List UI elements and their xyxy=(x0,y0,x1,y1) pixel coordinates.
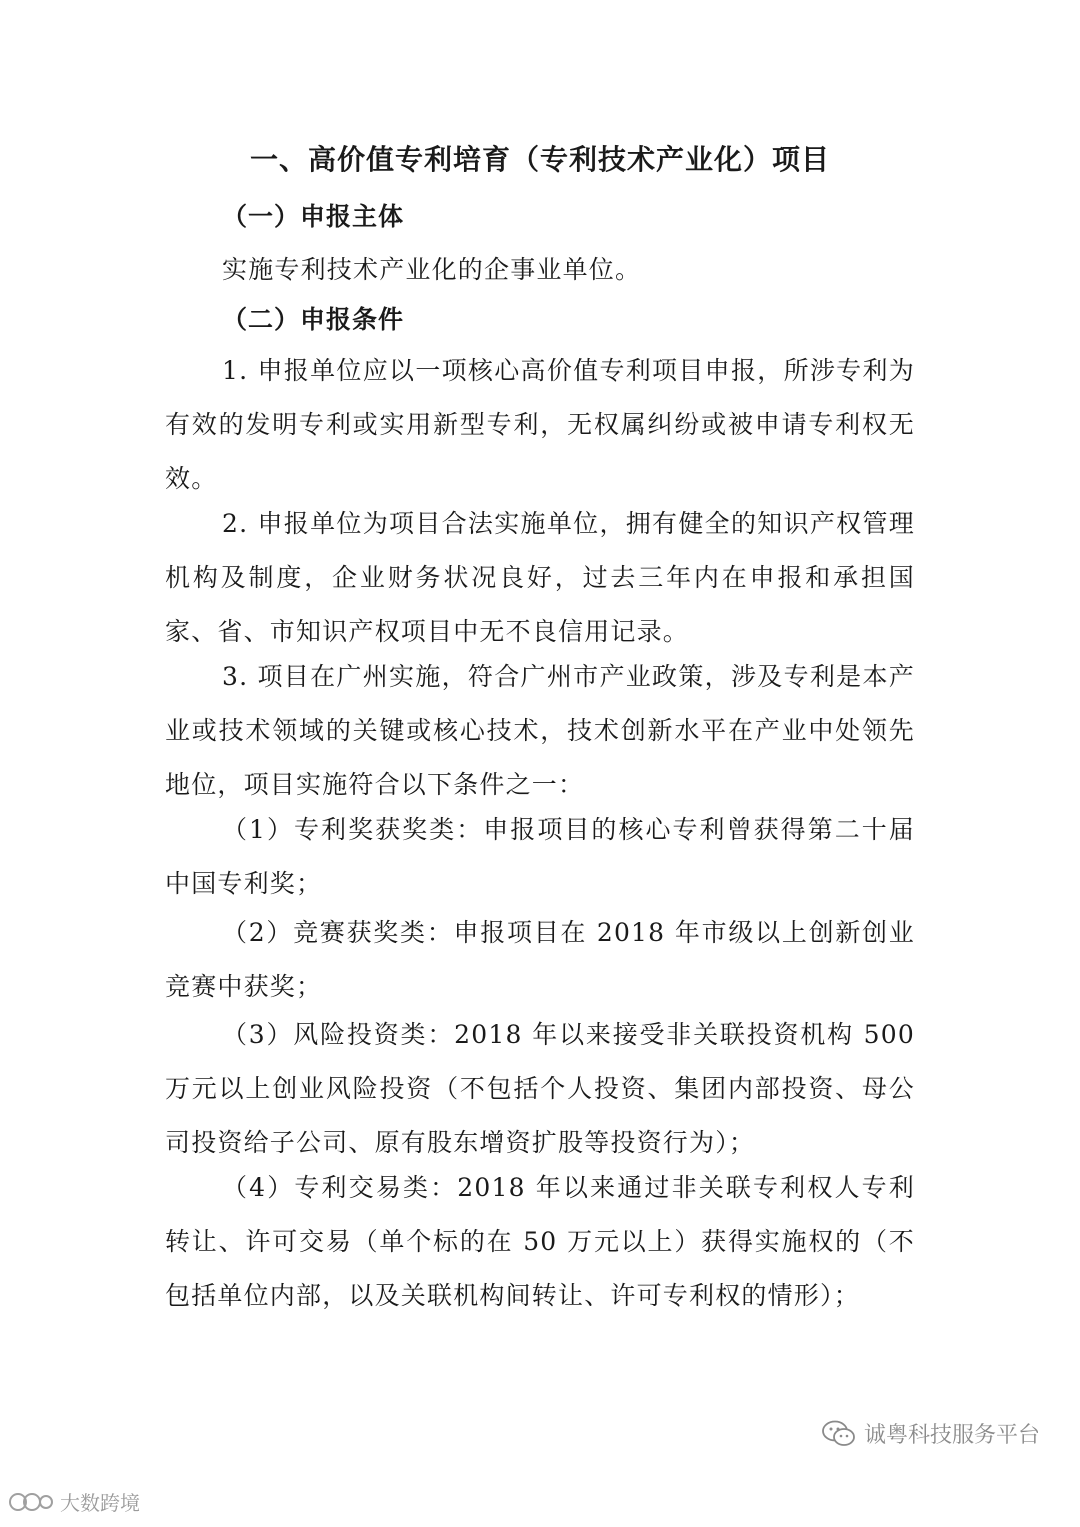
site-watermark xyxy=(8,1487,140,1516)
wechat-account-name: 诚粤科技服务平台 xyxy=(863,1423,1040,1448)
section-heading-conditions: （二）申报条件 xyxy=(222,305,405,334)
condition-item-2: （2）竞赛获奖类：申报项目在 2018 年市级以上创新创业竞赛中获奖； xyxy=(165,918,915,1001)
document-title: 一、高价值专利培育（专利技术产业化）项目 xyxy=(249,143,830,176)
condition-paragraph-2: 2. 申报单位为项目合法实施单位，拥有健全的知识产权管理机构及制度，企业财务状况良好，过去三年内在申报和承担国家、省、市知识产权项目中无不良信用记录。 xyxy=(165,509,915,646)
wechat-icon xyxy=(822,1420,856,1448)
condition-paragraph-3: 3. 项目在广州实施，符合广州市产业政策，涉及专利是本产业或技术领域的关键或核心技术，技术创新水平在产业中处领先地位，项目实施符合以下条件之一： xyxy=(165,662,915,799)
logo-icon xyxy=(8,1490,54,1514)
site-logo-text: 大数跨境 xyxy=(60,1491,140,1515)
condition-item-1: （1）专利奖获奖类：申报项目的核心专利曾获得第二十届中国专利奖； xyxy=(165,815,915,898)
section-body-applicant: 实施专利技术产业化的企事业单位。 xyxy=(222,255,642,284)
condition-item-4: （4）专利交易类：2018 年以来通过非关联专利权人专利转让、许可交易（单个标的在 50 万元以上）获得实施权的（不包括单位内部，以及关联机构间转让、许可专利权的情形）； xyxy=(165,1173,915,1310)
wechat-watermark xyxy=(822,1418,1040,1449)
section-heading-applicant: （一）申报主体 xyxy=(222,202,405,231)
condition-item-3: （3）风险投资类：2018 年以来接受非关联投资机构 500 万元以上创业风险投资（不包括个人投资、集团内部投资、母公司投资给子公司、原有股东增资扩股等投资行为）； xyxy=(165,1020,915,1157)
condition-paragraph-1: 1. 申报单位应以一项核心高价值专利项目申报，所涉专利为有效的发明专利或实用新型专利，无权属纠纷或被申请专利权无效。 xyxy=(165,356,915,493)
